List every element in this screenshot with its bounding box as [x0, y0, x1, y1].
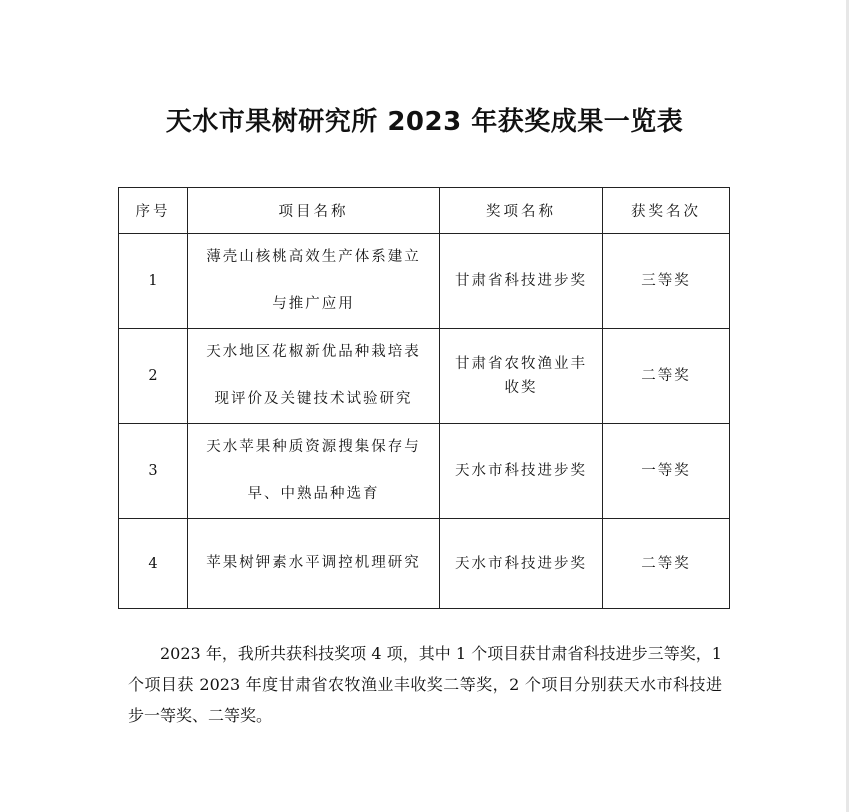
row-award-name: 甘肃省科技进步奖: [440, 234, 603, 329]
row-project-name: 苹果树钾素水平调控机理研究: [188, 519, 440, 609]
summary-paragraph: 2023 年，我所共获科技奖项 4 项，其中 1 个项目获甘肃省科技进步三等奖，1 个项目获 2023 年度甘肃省农牧渔业丰收奖二等奖，2 个项目分别获天水市科技进步一等奖、二等奖。: [128, 644, 722, 725]
awards-table: [118, 187, 730, 609]
row-award-name: 天水市科技进步奖: [440, 424, 603, 519]
table-header-row: [119, 188, 730, 234]
row-award-rank: 二等奖: [603, 519, 730, 609]
row-project-name: 薄壳山核桃高效生产体系建立与推广应用: [188, 234, 440, 329]
row-award-name: 甘肃省农牧渔业丰收奖: [440, 329, 603, 424]
row-award-rank: 一等奖: [603, 424, 730, 519]
row-award-rank: 三等奖: [603, 234, 730, 329]
header-rank: 获奖名次: [603, 188, 730, 234]
table-row: [119, 424, 730, 519]
row-project-name: 天水地区花椒新优品种栽培表现评价及关键技术试验研究: [188, 329, 440, 424]
row-award-rank: 二等奖: [603, 329, 730, 424]
table-row: [119, 234, 730, 329]
header-project: 项目名称: [188, 188, 440, 234]
row-index: 2: [119, 329, 188, 424]
row-award-name: 天水市科技进步奖: [440, 519, 603, 609]
row-index: 1: [119, 234, 188, 329]
header-index: 序号: [119, 188, 188, 234]
table-row: [119, 519, 730, 609]
row-project-name: 天水苹果种质资源搜集保存与早、中熟品种选育: [188, 424, 440, 519]
page-title: 天水市果树研究所 2023 年获奖成果一览表: [165, 107, 684, 137]
row-index: 3: [119, 424, 188, 519]
row-index: 4: [119, 519, 188, 609]
header-award: 奖项名称: [440, 188, 603, 234]
table-row: [119, 329, 730, 424]
